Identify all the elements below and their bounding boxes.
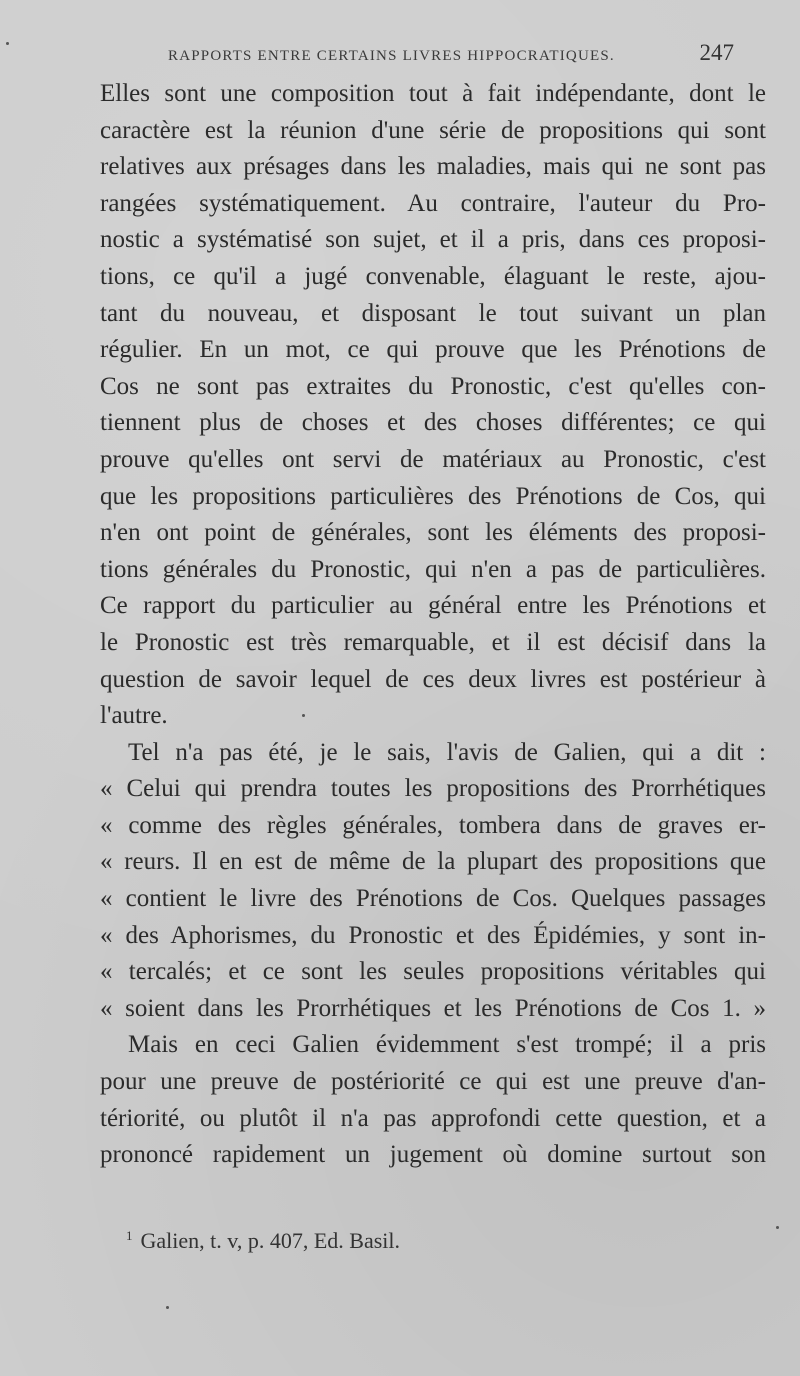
body-text: [100, 76, 766, 1174]
text-line: relatives aux présages dans les maladies, mais qui ne sont pas: [100, 153, 766, 181]
text-line: l'autre.: [100, 702, 168, 730]
footnote-mark: 1: [126, 1228, 133, 1243]
text-line: « tercalés; et ce sont les seules propositions véritables qui: [100, 958, 766, 986]
text-line: rangées systématiquement. Au contraire, l'auteur du Pro-: [100, 189, 766, 217]
text-line: « contient le livre des Prénotions de Cos. Quelques passages: [100, 885, 766, 913]
text-line: tions générales du Pronostic, qui n'en a pas de particulières.: [100, 555, 766, 583]
text-line: « reurs. Il en est de même de la plupart des propositions que: [100, 848, 766, 876]
text-line: « comme des règles générales, tombera dans de graves er-: [100, 811, 766, 839]
print-speck: [6, 42, 9, 45]
text-line: le Pronostic est très remarquable, et il est décisif dans la: [100, 628, 766, 656]
text-line: prononcé rapidement un jugement où domine surtout son: [100, 1141, 766, 1169]
text-line: tions, ce qu'il a jugé convenable, élaguant le reste, ajou-: [100, 262, 766, 290]
page-header: [168, 40, 768, 70]
text-line: n'en ont point de générales, sont les éléments des proposi-: [100, 519, 766, 547]
text-line: Ce rapport du particulier au général entre les Prénotions et: [100, 592, 766, 620]
text-line: « des Aphorismes, du Pronostic et des Épidémies, y sont in-: [100, 921, 766, 949]
text-line: Elles sont une composition tout à fait indépendante, dont le: [100, 80, 766, 107]
text-line: pour une preuve de postériorité ce qui est une preuve d'an-: [100, 1068, 766, 1096]
text-line: nostic a systématisé son sujet, et il a pris, dans ces proposi-: [100, 226, 766, 254]
text-line: régulier. En un mot, ce qui prouve que les Prénotions de: [100, 336, 766, 364]
text-line: tiennent plus de choses et des choses différentes; ce qui: [100, 409, 766, 437]
text-line: « Celui qui prendra toutes les propositions des Prorrhétiques: [100, 775, 766, 803]
text-line: tériorité, ou plutôt il n'a pas approfondi cette question, et a: [100, 1104, 766, 1132]
text-line: question de savoir lequel de ces deux livres est postérieur à: [100, 665, 766, 693]
print-speck: [776, 1226, 779, 1229]
footnote: [126, 1228, 400, 1254]
print-speck: [302, 714, 305, 717]
text-line: « soient dans les Prorrhétiques et les Prénotions de Cos 1. »: [100, 994, 766, 1022]
text-line: tant du nouveau, et disposant le tout suivant un plan: [100, 299, 766, 327]
print-speck: [166, 1306, 169, 1309]
footnote-text: Galien, t. v, p. 407, Ed. Basil.: [140, 1228, 400, 1253]
text-line: caractère est la réunion d'une série de propositions qui sont: [100, 116, 766, 144]
text-line: que les propositions particulières des Prénotions de Cos, qui: [100, 482, 766, 510]
text-line: Cos ne sont pas extraites du Pronostic, c'est qu'elles con-: [100, 372, 766, 400]
page-number: 247: [699, 40, 734, 65]
text-line: Mais en ceci Galien évidemment s'est trompé; il a pris: [128, 1031, 766, 1059]
text-line: Tel n'a pas été, je le sais, l'avis de Galien, qui a dit :: [128, 738, 766, 766]
text-line: prouve qu'elles ont servi de matériaux au Pronostic, c'est: [100, 445, 766, 473]
running-title: RAPPORTS ENTRE CERTAINS LIVRES HIPPOCRATIQUES.: [168, 48, 615, 64]
